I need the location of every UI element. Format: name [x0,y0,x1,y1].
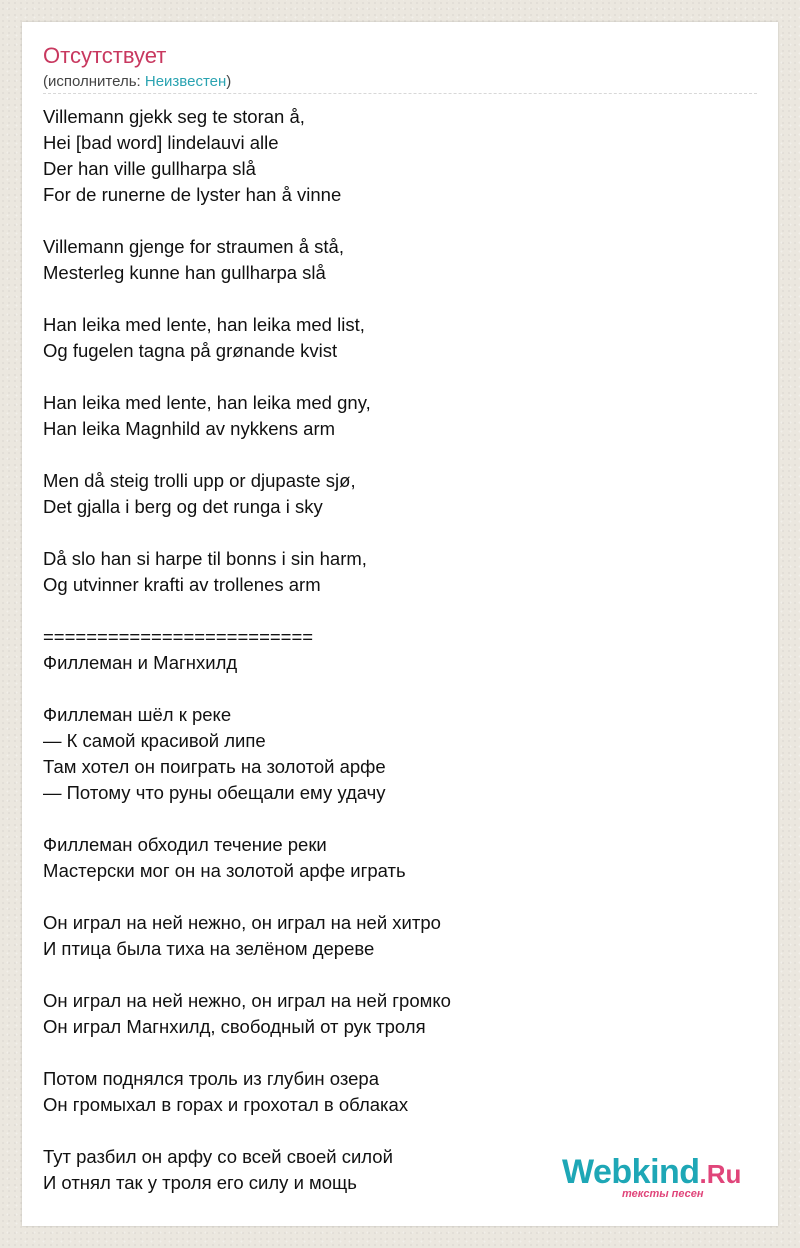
lyric-line: Men då steig trolli upp or djupaste sjø, [43,470,356,491]
lyric-line: Då slo han si harpe til bonns i sin harm, [43,548,367,569]
lyric-line: Der han ville gullharpa slå [43,158,256,179]
lyric-line: For de runerne de lyster han å vinne [43,184,342,205]
artist-suffix: ) [226,73,232,90]
lyric-line: Он играл на ней нежно, он играл на ней громко [43,990,451,1011]
lyric-line: Потом поднялся троль из глубин озера [43,1068,379,1089]
song-title: Отсутствует [43,43,167,68]
lyric-blank-line [43,884,757,910]
webkind-logo[interactable] [562,1152,752,1204]
lyric-line: И отнял так у троля его силу и мощь [43,1172,357,1193]
lyric-line: Он играл на ней нежно, он играл на ней хитро [43,912,441,933]
lyric-line: И птица была тиха на зелёном дереве [43,938,375,959]
lyric-line: Филлеман и Магнхилд [43,652,238,673]
lyric-blank-line [43,208,757,234]
lyric-line: ========================= [43,626,314,647]
lyric-line: Он громыхал в горах и грохотал в облаках [43,1094,409,1115]
lyric-blank-line [43,1040,757,1066]
lyric-line: Det gjalla i berg og det runga i sky [43,496,323,517]
lyric-line: Og utvinner krafti av trollenes arm [43,574,321,595]
lyric-line: Han leika med lente, han leika med gny, [43,392,371,413]
lyric-line: — К самой красивой липе [43,730,266,751]
lyric-blank-line [43,962,757,988]
lyric-blank-line [43,442,757,468]
lyrics-card [22,22,778,1226]
lyric-blank-line [43,520,757,546]
lyric-line: Тут разбил он арфу со всей своей силой [43,1146,393,1167]
lyric-blank-line [43,806,757,832]
lyric-line: — Потому что руны обещали ему удачу [43,782,386,803]
lyric-blank-line [43,364,757,390]
logo-tagline: тексты песен [622,1188,704,1200]
lyric-line: Hei [bad word] lindelauvi alle [43,132,279,153]
lyric-line: Он играл Магнхилд, свободный от рук троля [43,1016,426,1037]
lyric-line: Мастерски мог он на золотой арфе играть [43,860,406,881]
lyric-line: Han leika Magnhild av nykkens arm [43,418,336,439]
lyrics-body [43,104,757,1196]
lyric-line: Там хотел он поиграть на золотой арфе [43,756,386,777]
lyric-line: Филлеман обходил течение реки [43,834,327,855]
lyric-line: Villemann gjenge for straumen å stå, [43,236,344,257]
lyric-blank-line [43,598,757,624]
artist-link[interactable]: Неизвестен [144,73,227,90]
lyric-line: Филлеман шёл к реке [43,704,232,725]
header-divider [43,93,757,94]
logo-tld: .Ru [699,1159,742,1189]
lyric-blank-line [43,1118,757,1144]
lyric-line: Han leika med lente, han leika med list, [43,314,365,335]
lyric-line: Mesterleg kunne han gullharpa slå [43,262,326,283]
artist-line [43,72,231,92]
lyric-blank-line [43,286,757,312]
lyric-line: Og fugelen tagna på grønande kvist [43,340,338,361]
lyric-line: Villemann gjekk seg te storan å, [43,106,305,127]
logo-name: Webkind [562,1153,700,1191]
artist-prefix: (исполнитель: [43,73,145,90]
lyric-blank-line [43,676,757,702]
